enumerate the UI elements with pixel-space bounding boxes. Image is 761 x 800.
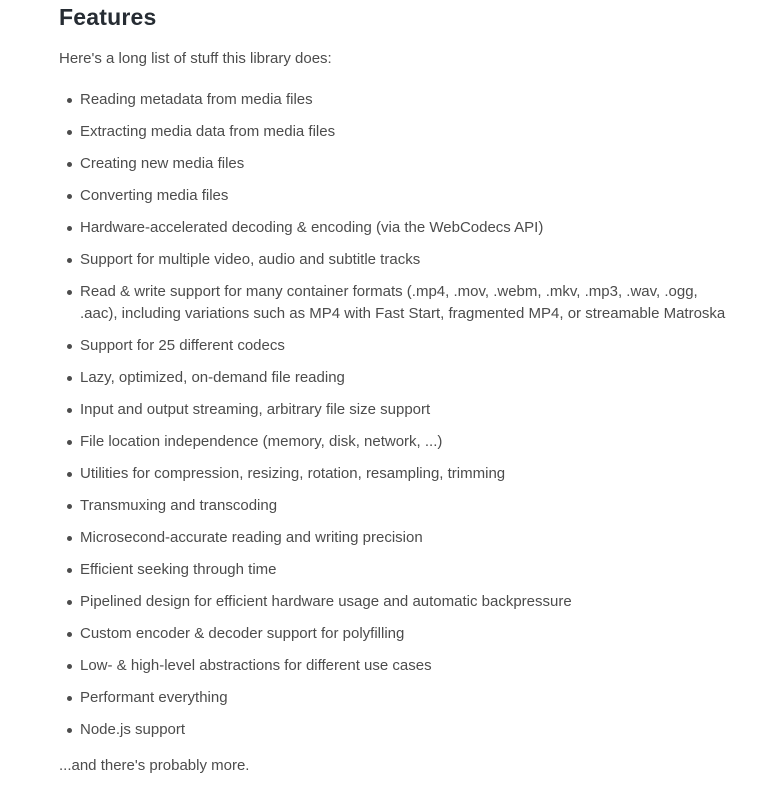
feature-list-item <box>59 495 735 517</box>
bullet-icon <box>67 536 72 541</box>
bullet-icon <box>67 344 72 349</box>
feature-text: Node.js support <box>80 721 186 738</box>
feature-text: Performant everything <box>80 689 228 706</box>
feature-list-item <box>59 249 735 271</box>
feature-list-item <box>59 559 735 581</box>
feature-list-item <box>59 281 735 325</box>
feature-text: Reading metadata from media files <box>80 91 313 108</box>
feature-text: Pipelined design for efficient hardware usage and automatic backpressure <box>80 593 572 610</box>
bullet-icon <box>67 226 72 231</box>
page-title: Features <box>59 4 157 30</box>
feature-list-item <box>59 591 735 613</box>
feature-list-item <box>59 399 735 421</box>
feature-text: Extracting media data from media files <box>80 123 336 140</box>
bullet-icon <box>67 194 72 199</box>
feature-list-item <box>59 367 735 389</box>
bullet-icon <box>67 162 72 167</box>
feature-text: Custom encoder & decoder support for polyfilling <box>80 625 405 642</box>
bullet-icon <box>67 632 72 637</box>
feature-text: Read & write support for many container formats (.mp4, .mov, .webm, .mkv, .mp3, .wav, .ogg, .aac), including variations such as MP4 with Fast Start, fragmented MP4, or streamable Matroska <box>80 283 726 322</box>
bullet-icon <box>67 98 72 103</box>
feature-list-item <box>59 185 735 207</box>
feature-text: Hardware-accelerated decoding & encoding (via the WebCodecs API) <box>80 219 544 236</box>
feature-list-item <box>59 655 735 677</box>
feature-text: Efficient seeking through time <box>80 561 277 578</box>
feature-text: Low- & high-level abstractions for different use cases <box>80 657 432 674</box>
bullet-icon <box>67 728 72 733</box>
bullet-icon <box>67 440 72 445</box>
feature-text: Support for multiple video, audio and subtitle tracks <box>80 251 421 268</box>
feature-text: File location independence (memory, disk, network, ...) <box>80 433 443 450</box>
feature-text: Microsecond-accurate reading and writing precision <box>80 529 423 546</box>
bullet-icon <box>67 600 72 605</box>
intro-text: Here's a long list of stuff this library does: <box>59 50 332 67</box>
feature-text: Creating new media files <box>80 155 245 172</box>
feature-list-item <box>59 89 735 111</box>
bullet-icon <box>67 504 72 509</box>
bullet-icon <box>67 472 72 477</box>
feature-text: Transmuxing and transcoding <box>80 497 278 514</box>
feature-list-item <box>59 687 735 709</box>
feature-text: Utilities for compression, resizing, rotation, resampling, trimming <box>80 465 506 482</box>
feature-list-item <box>59 719 735 741</box>
feature-text: Converting media files <box>80 187 229 204</box>
feature-list-item <box>59 623 735 645</box>
bullet-icon <box>67 376 72 381</box>
bullet-icon <box>67 130 72 135</box>
feature-list <box>59 89 735 741</box>
feature-list-item <box>59 335 735 357</box>
feature-text: Lazy, optimized, on-demand file reading <box>80 369 345 386</box>
feature-list-item <box>59 121 735 143</box>
feature-text: Input and output streaming, arbitrary file size support <box>80 401 431 418</box>
feature-list-item <box>59 463 735 485</box>
bullet-icon <box>67 408 72 413</box>
bullet-icon <box>67 696 72 701</box>
bullet-icon <box>67 568 72 573</box>
feature-list-item <box>59 431 735 453</box>
feature-text: Support for 25 different codecs <box>80 337 285 354</box>
feature-list-item <box>59 527 735 549</box>
feature-list-item <box>59 217 735 239</box>
bullet-icon <box>67 290 72 295</box>
outro-text: ...and there's probably more. <box>59 757 250 774</box>
bullet-icon <box>67 258 72 263</box>
feature-list-item <box>59 153 735 175</box>
bullet-icon <box>67 664 72 669</box>
